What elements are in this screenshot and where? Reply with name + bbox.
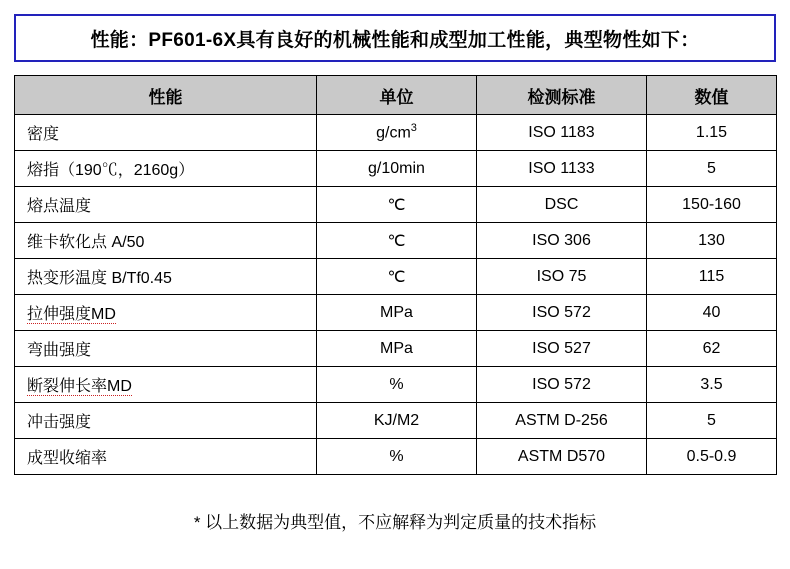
table-row: [15, 295, 777, 331]
table-body: [15, 115, 777, 475]
cell-standard: ISO 572: [477, 295, 647, 331]
cell-property: 热变形温度 B/Tf0.45: [15, 259, 317, 295]
cell-property: 熔点温度: [15, 187, 317, 223]
cell-value: 0.5-0.9: [647, 439, 777, 475]
cell-standard: DSC: [477, 187, 647, 223]
table-row: [15, 259, 777, 295]
cell-value: 5: [647, 151, 777, 187]
property-text: 断裂伸长率MD: [27, 378, 132, 395]
table-row: [15, 331, 777, 367]
cell-standard: ASTM D-256: [477, 403, 647, 439]
cell-value: 40: [647, 295, 777, 331]
cell-unit: KJ/M2: [317, 403, 477, 439]
cell-standard: ISO 572: [477, 367, 647, 403]
cell-unit: g/10min: [317, 151, 477, 187]
cell-property: 熔指（190℃，2160g）: [15, 151, 317, 187]
table-header-row: [15, 76, 777, 115]
cell-unit: MPa: [317, 331, 477, 367]
column-header-value: 数值: [647, 76, 777, 115]
table-header: [15, 76, 777, 115]
cell-standard: ASTM D570: [477, 439, 647, 475]
table-row: [15, 403, 777, 439]
cell-property: 弯曲强度: [15, 331, 317, 367]
cell-value: 62: [647, 331, 777, 367]
spec-table-container: [14, 75, 776, 475]
cell-value: 130: [647, 223, 777, 259]
cell-value: 115: [647, 259, 777, 295]
cell-property: [15, 295, 317, 331]
cell-standard: ISO 306: [477, 223, 647, 259]
title-banner: [14, 14, 776, 62]
page-title: 性能：PF601-6X具有良好的机械性能和成型加工性能，典型物性如下：: [90, 29, 700, 51]
cell-standard: ISO 527: [477, 331, 647, 367]
cell-property: 冲击强度: [15, 403, 317, 439]
cell-standard: ISO 75: [477, 259, 647, 295]
unit-superscript: 3: [410, 122, 417, 135]
cell-property: 成型收缩率: [15, 439, 317, 475]
cell-unit: ℃: [317, 187, 477, 223]
table-row: [15, 187, 777, 223]
cell-value: 3.5: [647, 367, 777, 403]
table-row: [15, 115, 777, 151]
cell-value: 1.15: [647, 115, 777, 151]
table-row: [15, 223, 777, 259]
cell-unit: %: [317, 367, 477, 403]
unit-text: g/cm: [376, 124, 411, 142]
table-row: [15, 439, 777, 475]
column-header-standard: 检测标准: [477, 76, 647, 115]
cell-property: 密度: [15, 115, 317, 151]
cell-unit: [317, 115, 477, 151]
footnote: * 以上数据为典型值，不应解释为判定质量的技术指标: [193, 513, 597, 532]
cell-property: 维卡软化点 A/50: [15, 223, 317, 259]
column-header-unit: 单位: [317, 76, 477, 115]
column-header-property: 性能: [15, 76, 317, 115]
cell-standard: ISO 1133: [477, 151, 647, 187]
cell-value: 150-160: [647, 187, 777, 223]
cell-value: 5: [647, 403, 777, 439]
table-row: [15, 367, 777, 403]
cell-property: [15, 367, 317, 403]
cell-standard: ISO 1183: [477, 115, 647, 151]
property-text: 拉伸强度MD: [27, 306, 116, 323]
spec-table: [14, 75, 777, 475]
cell-unit: ℃: [317, 259, 477, 295]
table-row: [15, 151, 777, 187]
cell-unit: ℃: [317, 223, 477, 259]
cell-unit: MPa: [317, 295, 477, 331]
cell-unit: %: [317, 439, 477, 475]
